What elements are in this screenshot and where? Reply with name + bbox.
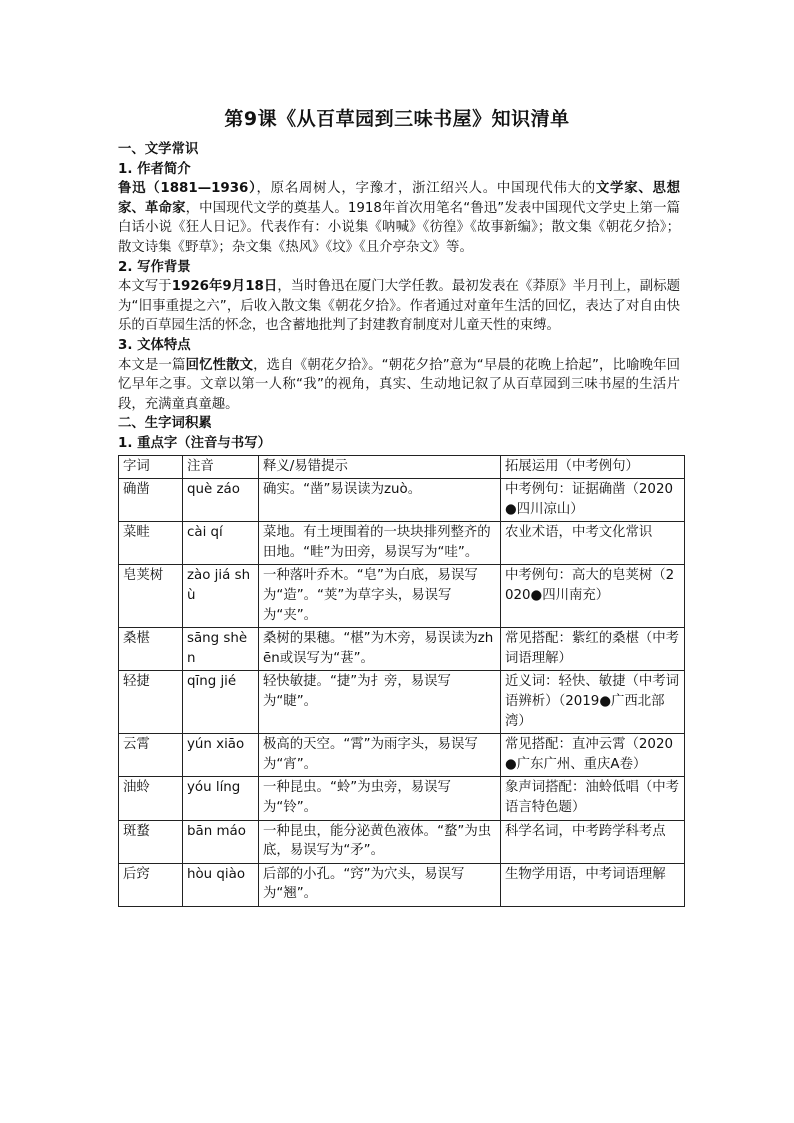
cell-meaning: 一种昆虫，能分泌黄色液体。“蝥”为虫底，易误写为“矛”。 — [259, 820, 501, 863]
cell-word: 云霄 — [119, 734, 183, 777]
page-title: 第9课《从百草园到三味书屋》知识清单 — [224, 108, 570, 130]
section-heading-vocabulary: 二、生字词积累 — [118, 416, 212, 432]
table-row — [119, 863, 685, 906]
cell-usage: 中考例句：证据确凿（2020●四川凉山） — [501, 479, 685, 522]
cell-meaning: 菜地。有土埂围着的一块块排列整齐的田地。“畦”为田旁，易误写为“哇”。 — [259, 522, 501, 565]
subheading-features: 3. 文体特点 — [118, 337, 191, 353]
background-date-bold: 1926年9月18日 — [171, 279, 278, 295]
cell-meaning: 桑树的果穗。“椹”为木旁，易误读为zhēn或误写为“葚”。 — [259, 628, 501, 671]
author-text-1: ，原名周树人，字豫才，浙江绍兴人。中国现代伟大的 — [256, 181, 596, 197]
cell-pinyin: bān máo — [183, 820, 259, 863]
cell-meaning: 确实。“凿”易误读为zuò。 — [259, 479, 501, 522]
author-text-2: ，中国现代文学的奠基人。1918年首次用笔名“鲁迅”发表中国现代文学史上第一篇白话小说《狂人日记》。代表作有：小说集《呐喊》《彷徨》《故事新编》；散文集《朝花夕拾》；散文诗集《野草》；杂文集《热风》《坟》《且介亭杂文》等。 — [118, 200, 681, 255]
cell-usage: 科学名词，中考跨学科考点 — [501, 820, 685, 863]
header-usage: 拓展运用（中考例句） — [501, 455, 685, 479]
table-row — [119, 820, 685, 863]
cell-pinyin: yún xiāo — [183, 734, 259, 777]
author-roles-bold: 文学家、思想家、革命家 — [118, 181, 681, 216]
author-name-bold: 鲁迅（1881—1936） — [118, 181, 257, 197]
cell-pinyin: hòu qiào — [183, 863, 259, 906]
cell-usage: 常见搭配：直冲云霄（2020●广东广州、重庆A卷） — [501, 734, 685, 777]
table-row — [119, 671, 685, 734]
table-header-row — [119, 455, 685, 479]
table-row — [119, 628, 685, 671]
cell-meaning: 轻快敏捷。“捷”为扌旁，易误写为“睫”。 — [259, 671, 501, 734]
background-text-post: ，当时鲁迅在厦门大学任教。最初发表在《莽原》半月刊上，副标题为“旧事重提之六”，后收入散文集《朝花夕拾》。作者通过对童年生活的回忆，表达了对自由快乐的百草园生活的怀念，也含蓄地批判了封建教育制度对儿童天性的束缚。 — [118, 279, 681, 334]
subheading-author: 1. 作者简介 — [118, 161, 191, 177]
table-row — [119, 522, 685, 565]
cell-pinyin: yóu líng — [183, 777, 259, 820]
cell-word: 后窍 — [119, 863, 183, 906]
cell-word: 轻捷 — [119, 671, 183, 734]
background-text-pre: 本文写于 — [118, 279, 172, 295]
cell-usage: 象声词搭配：油蛉低唱（中考语言特色题） — [501, 777, 685, 820]
author-paragraph — [118, 179, 680, 257]
header-meaning: 释义/易错提示 — [259, 455, 501, 479]
background-paragraph — [118, 277, 680, 336]
cell-word: 确凿 — [119, 479, 183, 522]
header-word: 字词 — [119, 455, 183, 479]
cell-pinyin: què záo — [183, 479, 259, 522]
cell-usage: 农业术语，中考文化常识 — [501, 522, 685, 565]
features-text-pre: 本文是一篇 — [118, 357, 186, 373]
cell-word: 菜畦 — [119, 522, 183, 565]
cell-word: 皂荚树 — [119, 565, 183, 628]
cell-meaning: 后部的小孔。“窍”为穴头，易误写为“翘”。 — [259, 863, 501, 906]
table-row — [119, 777, 685, 820]
section-heading-literature: 一、文学常识 — [118, 142, 199, 157]
cell-meaning: 一种昆虫。“蛉”为虫旁，易误写为“铃”。 — [259, 777, 501, 820]
table-row — [119, 734, 685, 777]
subheading-key-characters: 1. 重点字（注音与书写） — [118, 435, 271, 451]
cell-pinyin: zào jiá shù — [183, 565, 259, 628]
table-row — [119, 479, 685, 522]
document-body — [118, 140, 680, 907]
cell-meaning: 极高的天空。“霄”为雨字头，易误写为“宵”。 — [259, 734, 501, 777]
subheading-background: 2. 写作背景 — [118, 259, 191, 275]
cell-usage: 常见搭配：紫红的桑椹（中考词语理解） — [501, 628, 685, 671]
cell-pinyin: qīng jié — [183, 671, 259, 734]
features-text-post: ，选自《朝花夕拾》。“朝花夕拾”意为“早晨的花晚上拾起”，比喻晚年回忆早年之事。文章以第一人称“我”的视角，真实、生动地记叙了从百草园到三味书屋的生活片段，充满童真童趣。 — [118, 357, 681, 412]
features-genre-bold: 回忆性散文 — [185, 357, 254, 373]
cell-usage: 生物学用语，中考词语理解 — [501, 863, 685, 906]
vocabulary-table — [118, 455, 685, 907]
cell-word: 斑蝥 — [119, 820, 183, 863]
cell-usage: 近义词：轻快、敏捷（中考词语辨析）（2019●广西北部湾） — [501, 671, 685, 734]
cell-meaning: 一种落叶乔木。“皂”为白底，易误写为“造”。“荚”为草字头，易误写为“夹”。 — [259, 565, 501, 628]
features-paragraph — [118, 356, 680, 415]
cell-word: 桑椹 — [119, 628, 183, 671]
cell-pinyin: sāng shèn — [183, 628, 259, 671]
header-pinyin: 注音 — [183, 455, 259, 479]
table-row — [119, 565, 685, 628]
cell-word: 油蛉 — [119, 777, 183, 820]
cell-usage: 中考例句：高大的皂荚树（2020●四川南充） — [501, 565, 685, 628]
cell-pinyin: cài qí — [183, 522, 259, 565]
